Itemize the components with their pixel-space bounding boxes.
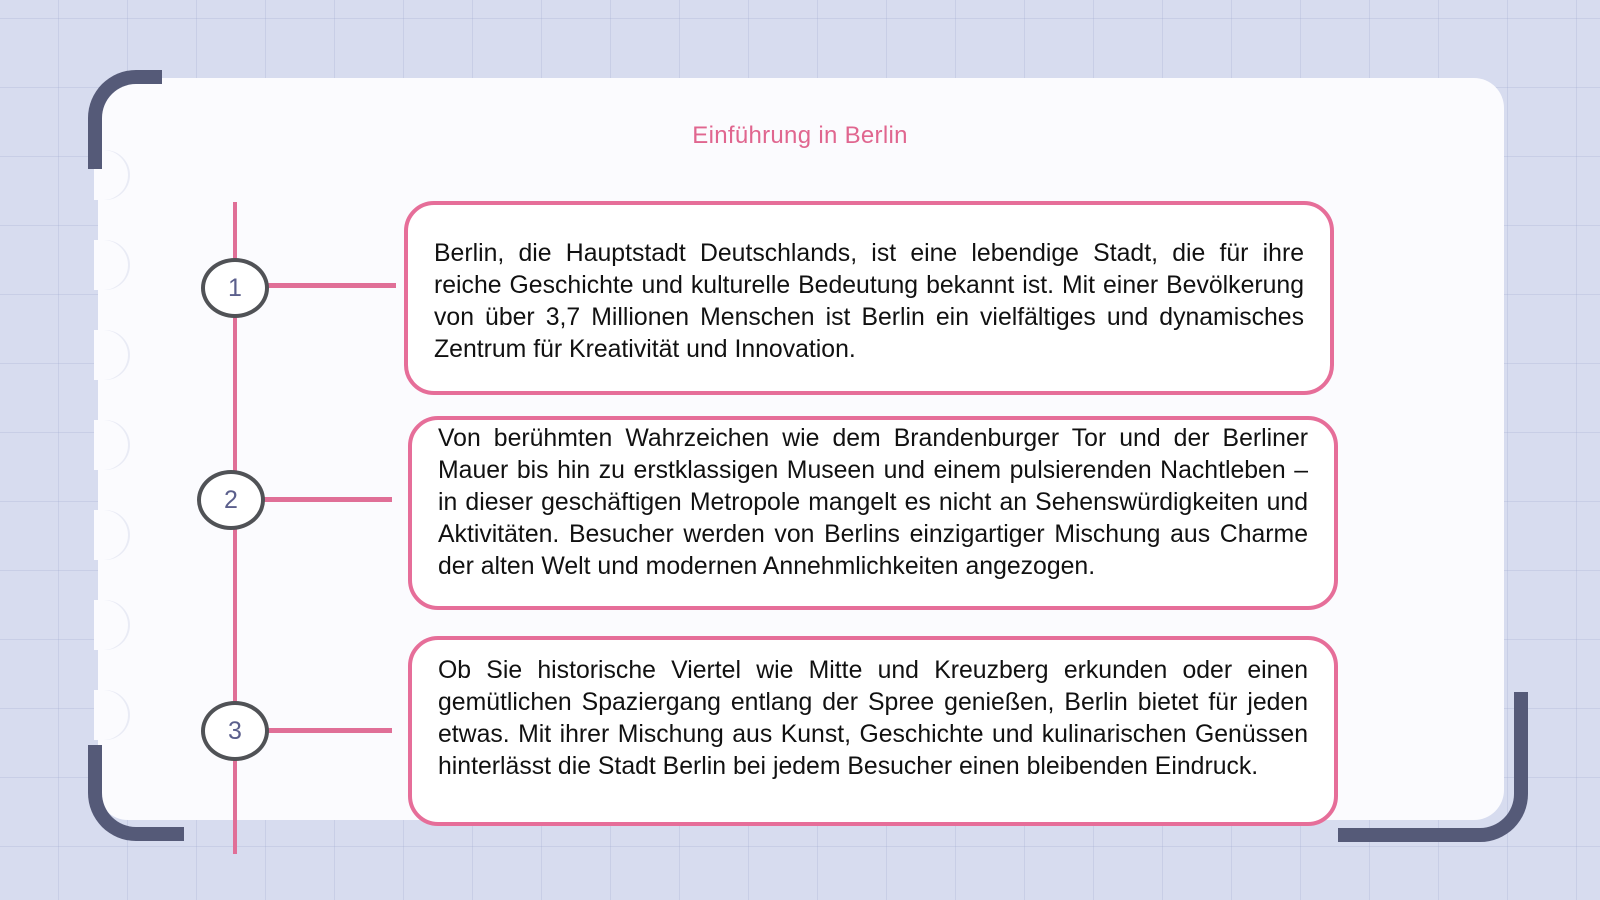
timeline-text: Ob Sie historische Viertel wie Mitte und Kreuzberg erkunden oder einen gemütlichen Spaziergang entlang der Spree genießen, Berlin bietet für jeden etwas. Mit ihrer Mischung aus Kunst, Geschichte und kulinarischen Genüssen hinterlässt die Stadt Berlin bei jedem Besucher einen bleibenden Eindruck. bbox=[438, 657, 1308, 780]
timeline-connector bbox=[268, 283, 396, 288]
corner-bracket-bottom-left bbox=[88, 745, 184, 841]
corner-bracket-bottom-right bbox=[1338, 692, 1528, 842]
slide-title: Einführung in Berlin bbox=[692, 122, 908, 149]
marker-number: 2 bbox=[224, 485, 238, 514]
marker-number: 3 bbox=[228, 716, 242, 745]
timeline-marker-1 bbox=[201, 258, 269, 318]
timeline-connector bbox=[268, 728, 392, 733]
timeline-box-1 bbox=[404, 201, 1334, 395]
timeline-text: Berlin, die Hauptstadt Deutschlands, ist eine lebendige Stadt, die für ihre reiche Geschichte und kulturelle Bedeutung bekannt ist. Mit einer Bevölkerung von über 3,7 Millionen Menschen ist Berlin ein vielfältiges und dynamisches Zentrum für Kreativität und Innovation. bbox=[434, 240, 1304, 363]
timeline-box-3 bbox=[408, 636, 1338, 826]
timeline-box-2 bbox=[408, 416, 1338, 610]
timeline-text: Von berühmten Wahrzeichen wie dem Brandenburger Tor und der Berliner Mauer bis hin zu erstklassigen Museen und einem pulsierenden Nachtleben – in dieser geschäftigen Metropole mangelt es nicht an Sehenswürdigkeiten und Aktivitäten. Besucher werden von Berlins einzigartiger Mischung aus Charme der alten Welt und modernen Annehmlichkeiten angezogen. bbox=[438, 425, 1308, 580]
corner-bracket-top-left bbox=[88, 70, 162, 169]
timeline-marker-2 bbox=[197, 470, 265, 530]
marker-number: 1 bbox=[228, 273, 242, 302]
timeline-marker-3 bbox=[201, 701, 269, 761]
timeline-connector bbox=[264, 497, 392, 502]
